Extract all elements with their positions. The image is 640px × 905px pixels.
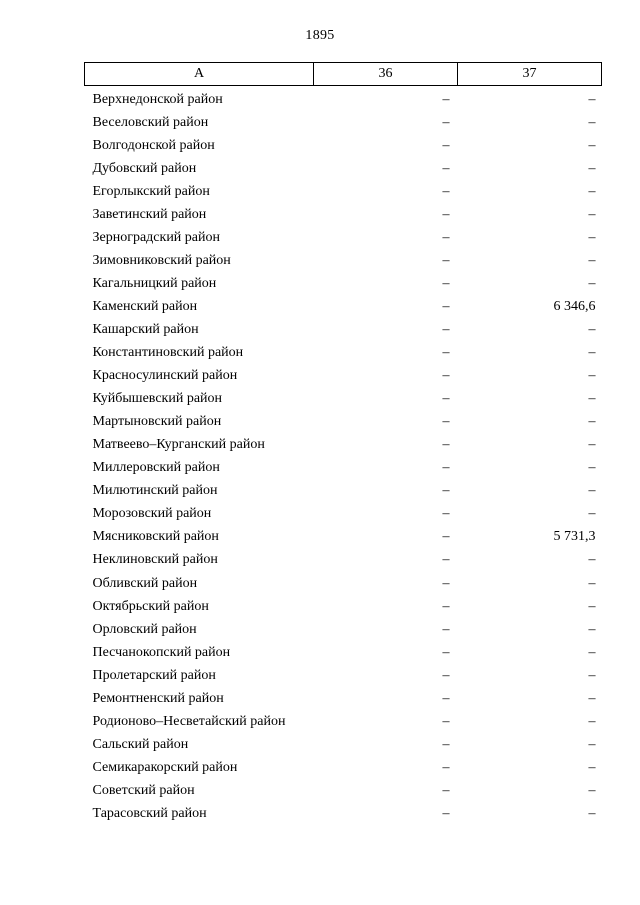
header-column-a: А: [85, 63, 314, 86]
value-column-37: –: [588, 160, 596, 176]
district-name: Константиновский район: [92, 345, 244, 361]
value-column-37: –: [588, 414, 596, 430]
value-column-37: –: [588, 345, 596, 361]
table-row: [85, 802, 602, 825]
value-column-37: –: [588, 805, 596, 821]
district-name: Егорлыкский район: [92, 183, 210, 199]
value-column-37: –: [588, 206, 596, 222]
value-column-37: –: [588, 621, 596, 637]
value-column-37: 6 346,6: [553, 298, 596, 314]
value-column-36: –: [442, 252, 450, 268]
value-column-36: –: [442, 483, 450, 499]
header-column-37: 37: [458, 63, 602, 86]
value-column-37: –: [588, 275, 596, 291]
value-column-37: 5 731,3: [553, 529, 596, 545]
value-column-36: –: [442, 160, 450, 176]
value-column-36: –: [442, 805, 450, 821]
district-name: Зимовниковский район: [92, 252, 231, 268]
district-name: Пролетарский район: [92, 667, 216, 683]
value-column-37: –: [588, 321, 596, 337]
table-row: [85, 595, 602, 618]
district-name: Тарасовский район: [92, 805, 207, 821]
table-row: [85, 779, 602, 802]
table-row: [85, 618, 602, 641]
district-name: Каменский район: [92, 298, 198, 314]
table-row: [85, 342, 602, 365]
header-column-36: 36: [314, 63, 458, 86]
value-column-36: –: [442, 391, 450, 407]
table-row: [85, 503, 602, 526]
district-name: Дубовский район: [92, 160, 197, 176]
value-column-36: –: [442, 644, 450, 660]
table-row: [85, 249, 602, 272]
district-name: Советский район: [92, 782, 195, 798]
value-column-36: –: [442, 621, 450, 637]
table-row: [85, 295, 602, 318]
value-column-37: –: [588, 183, 596, 199]
table-header: [85, 63, 602, 86]
district-name: Волгодонской район: [92, 137, 215, 153]
table-row: [85, 710, 602, 733]
table-row: [85, 733, 602, 756]
table-row: [85, 86, 602, 112]
value-column-37: –: [588, 91, 596, 107]
value-column-36: –: [442, 91, 450, 107]
value-column-36: –: [442, 667, 450, 683]
district-name: Верхнедонской район: [92, 91, 223, 107]
value-column-36: –: [442, 229, 450, 245]
table-row: [85, 180, 602, 203]
value-column-36: –: [442, 782, 450, 798]
value-column-36: –: [442, 137, 450, 153]
value-column-37: –: [588, 782, 596, 798]
value-column-37: –: [588, 575, 596, 591]
table-row: [85, 111, 602, 134]
table-row: [85, 549, 602, 572]
value-column-36: –: [442, 321, 450, 337]
value-column-37: –: [588, 137, 596, 153]
value-column-37: –: [588, 644, 596, 660]
table-row: [85, 318, 602, 341]
value-column-36: –: [442, 736, 450, 752]
district-name: Мясниковский район: [92, 529, 219, 545]
value-column-37: –: [588, 506, 596, 522]
table-row: [85, 134, 602, 157]
district-name: Кагальницкий район: [92, 275, 217, 291]
header-row: [85, 63, 602, 86]
value-column-36: –: [442, 114, 450, 130]
table-row: [85, 687, 602, 710]
district-name: Куйбышевский район: [92, 391, 223, 407]
value-column-36: –: [442, 368, 450, 384]
value-column-37: –: [588, 759, 596, 775]
value-column-37: –: [588, 114, 596, 130]
table-row: [85, 526, 602, 549]
table-row: [85, 203, 602, 226]
value-column-36: –: [442, 345, 450, 361]
page-number: 1895: [305, 28, 335, 43]
table-row: [85, 365, 602, 388]
value-column-37: –: [588, 736, 596, 752]
table-row: [85, 756, 602, 779]
district-name: Мартыновский район: [92, 414, 222, 430]
value-column-37: –: [588, 690, 596, 706]
district-name: Милютинский район: [92, 483, 218, 499]
district-name: Морозовский район: [92, 506, 212, 522]
district-name: Красносулинский район: [92, 368, 238, 384]
value-column-36: –: [442, 759, 450, 775]
table-row: [85, 272, 602, 295]
value-column-36: –: [442, 437, 450, 453]
district-name: Неклиновский район: [92, 552, 218, 568]
district-name: Семикаракорский район: [92, 759, 238, 775]
district-name: Обливский район: [92, 575, 198, 591]
district-name: Миллеровский район: [92, 460, 220, 476]
value-column-37: –: [588, 229, 596, 245]
district-name: Октябрьский район: [92, 598, 209, 614]
district-name: Песчанокопский район: [92, 644, 231, 660]
value-column-36: –: [442, 506, 450, 522]
value-column-36: –: [442, 206, 450, 222]
value-column-37: –: [588, 368, 596, 384]
table-row: [85, 388, 602, 411]
value-column-36: –: [442, 690, 450, 706]
table-row: [85, 457, 602, 480]
district-name: Матвеево–Курганский район: [92, 437, 265, 453]
value-column-36: –: [442, 275, 450, 291]
value-column-37: –: [588, 552, 596, 568]
district-name: Родионово–Несветайский район: [92, 713, 286, 729]
budget-table: [84, 62, 602, 826]
value-column-37: –: [588, 391, 596, 407]
value-column-36: –: [442, 598, 450, 614]
table-row: [85, 434, 602, 457]
table-row: [85, 226, 602, 249]
table-row: [85, 157, 602, 180]
district-name: Орловский район: [92, 621, 197, 637]
value-column-36: –: [442, 552, 450, 568]
table-body: [85, 86, 602, 826]
value-column-37: –: [588, 252, 596, 268]
value-column-36: –: [442, 298, 450, 314]
value-column-36: –: [442, 183, 450, 199]
district-name: Веселовский район: [92, 114, 209, 130]
district-name: Заветинский район: [92, 206, 207, 222]
value-column-37: –: [588, 713, 596, 729]
value-column-36: –: [442, 414, 450, 430]
value-column-36: –: [442, 713, 450, 729]
value-column-37: –: [588, 598, 596, 614]
value-column-37: –: [588, 483, 596, 499]
table-row: [85, 411, 602, 434]
value-column-36: –: [442, 575, 450, 591]
value-column-37: –: [588, 460, 596, 476]
table-row: [85, 480, 602, 503]
value-column-37: –: [588, 437, 596, 453]
value-column-36: –: [442, 529, 450, 545]
table-row: [85, 664, 602, 687]
value-column-36: –: [442, 460, 450, 476]
district-name: Зерноградский район: [92, 229, 220, 245]
district-name: Кашарский район: [92, 321, 199, 337]
table-row: [85, 641, 602, 664]
value-column-37: –: [588, 667, 596, 683]
district-name: Сальский район: [92, 736, 189, 752]
district-name: Ремонтненский район: [92, 690, 224, 706]
table-row: [85, 572, 602, 595]
